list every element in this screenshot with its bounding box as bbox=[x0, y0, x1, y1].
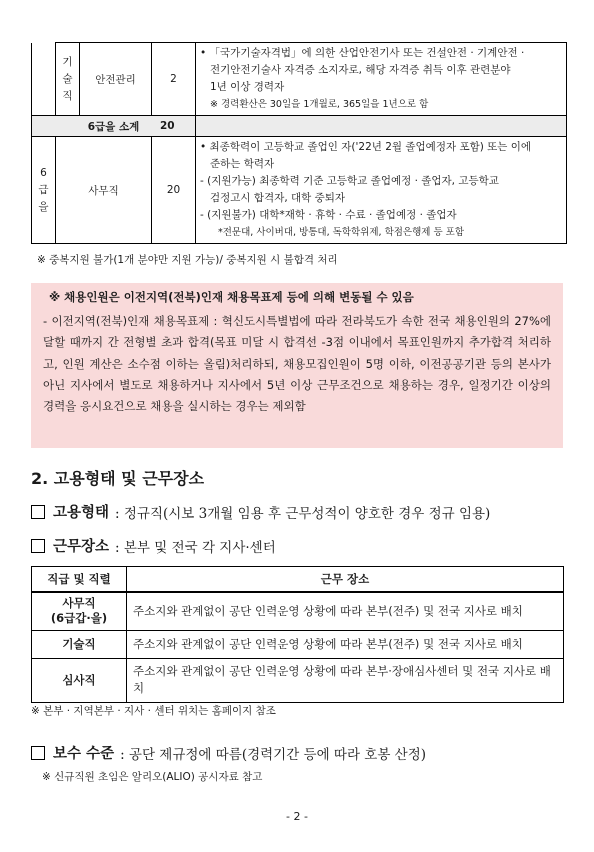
section-heading: 2. 고용형태 및 근무장소 bbox=[31, 469, 205, 488]
pay-line bbox=[31, 742, 426, 763]
requirement-line: *전문대, 사이버대, 방통대, 독학학위제, 학점은행제 등 포함 bbox=[218, 227, 465, 238]
location-cell: 주소지와 관계없이 공단 인력운영 상황에 따라 본부(전주) 및 전국 지사로 배치 bbox=[127, 592, 564, 630]
position-cell: 사무직 (6급갑·을) bbox=[32, 592, 127, 630]
work-location-table bbox=[31, 566, 564, 703]
table-row bbox=[32, 630, 564, 658]
subtotal-count: 20 bbox=[160, 120, 175, 132]
pay-note: ※ 신규직원 초임은 알리오(ALIO) 공시자료 참고 bbox=[42, 771, 263, 783]
subtotal-label: 6급을 소계 bbox=[32, 116, 196, 137]
employment-label: 고용형태 bbox=[53, 505, 110, 521]
headcount: 20 bbox=[152, 137, 196, 244]
notice-body: - 이전지역(전북)인재 채용목표제 : 혁신도시특별법에 따라 전라북도가 속한 전국 채용인원의 27%에 달할 때까지 간 전형별 초과 합격(목표 미달 시 합격선 -3점 이내에서 목표인원까지 추가합격 처리하고, 인원 계산은 소수점 이하는 올림)처리하되, 채용모집인원이 5명 이하, 이전공공기관 등의 본사가 아닌 지사에서 별도로 채용하거나 지사에서 5년 이상 근무조건으로 채용하는 경우, 일정기간 이상의 경력을 응시요건으로 채용을 실시하는 경우는 제외함 bbox=[43, 314, 551, 414]
column-header: 근무 장소 bbox=[127, 567, 564, 593]
position-cell: 기술직 bbox=[32, 630, 127, 658]
requirement-line: • 「국가기술자격법」에 의한 산업안전기사 또는 건설안전 · 기계안전 · bbox=[200, 47, 525, 59]
requirement-line: • 최종학력이 고등학교 졸업인 자('22년 2월 졸업예정자 포함) 또는 이에 bbox=[200, 141, 532, 153]
page-number: - 2 - bbox=[286, 810, 308, 823]
table-header-row bbox=[32, 567, 564, 593]
recruit-notice-box bbox=[31, 283, 563, 448]
table-row bbox=[32, 592, 564, 630]
column-header: 직급 및 직렬 bbox=[32, 567, 127, 593]
requirement-line: 전기안전기술사 자격증 소지자로, 해당 자격증 취득 이후 관련분야 bbox=[210, 64, 511, 76]
work-location-line bbox=[31, 535, 276, 556]
table-row bbox=[32, 43, 567, 116]
office-location-note: ※ 본부 · 지역본부 · 지사 · 센터 위치는 홈페이지 참조 bbox=[31, 705, 276, 717]
group-label: 기 술 직 bbox=[56, 43, 80, 116]
checkbox-icon bbox=[31, 505, 45, 519]
location-label: 근무장소 bbox=[53, 539, 110, 555]
employment-value: : 정규직(시보 3개월 임용 후 근무성적이 양호한 경우 정규 임용) bbox=[115, 505, 491, 522]
location-value: : 본부 및 전국 각 지사·센터 bbox=[115, 539, 276, 556]
requirement-line: 준하는 학력자 bbox=[210, 158, 275, 170]
requirements bbox=[196, 43, 567, 116]
requirement-line: - (지원불가) 대학*재학 · 휴학 · 수료 · 졸업예정 · 졸업자 bbox=[200, 209, 457, 221]
duplicate-note: ※ 중복지원 불가(1개 분야만 지원 가능)/ 중복지원 시 불합격 처리 bbox=[37, 254, 338, 266]
requirement-line: - (지원가능) 최종학력 기준 고등학교 졸업예정 · 졸업자, 고등학교 bbox=[200, 175, 499, 187]
requirement-note: ※ 경력환산은 30일을 1개월로, 365일을 1년으로 함 bbox=[210, 99, 429, 110]
requirements bbox=[196, 137, 567, 244]
requirement-line: 1년 이상 경력자 bbox=[210, 81, 285, 93]
grade-label: 6 급 을 bbox=[32, 137, 56, 244]
recruitment-table bbox=[31, 42, 567, 244]
checkbox-icon bbox=[31, 539, 45, 553]
subtotal-row bbox=[32, 116, 567, 137]
pay-label: 보수 수준 bbox=[53, 746, 115, 762]
checkbox-icon bbox=[31, 746, 45, 760]
location-cell: 주소지와 관계없이 공단 인력운영 상황에 따라 본부·장애심사센터 및 전국 지사로 배치 bbox=[127, 658, 564, 702]
table-row bbox=[32, 137, 567, 244]
table-row bbox=[32, 658, 564, 702]
pay-value: : 공단 제규정에 따름(경력기간 등에 따라 호봉 산정) bbox=[120, 746, 427, 763]
requirement-line: 검정고시 합격자, 대학 중퇴자 bbox=[210, 192, 346, 204]
employment-type-line bbox=[31, 501, 490, 522]
field-name: 안전관리 bbox=[80, 43, 152, 116]
notice-title: ※ 채용인원은 이전지역(전북)인재 채용목표제 등에 의해 변동될 수 있음 bbox=[49, 290, 414, 304]
headcount: 2 bbox=[152, 43, 196, 116]
field-name: 사무직 bbox=[56, 137, 152, 244]
position-cell: 심사직 bbox=[32, 658, 127, 702]
location-cell: 주소지와 관계없이 공단 인력운영 상황에 따라 본부(전주) 및 전국 지사로 배치 bbox=[127, 630, 564, 658]
